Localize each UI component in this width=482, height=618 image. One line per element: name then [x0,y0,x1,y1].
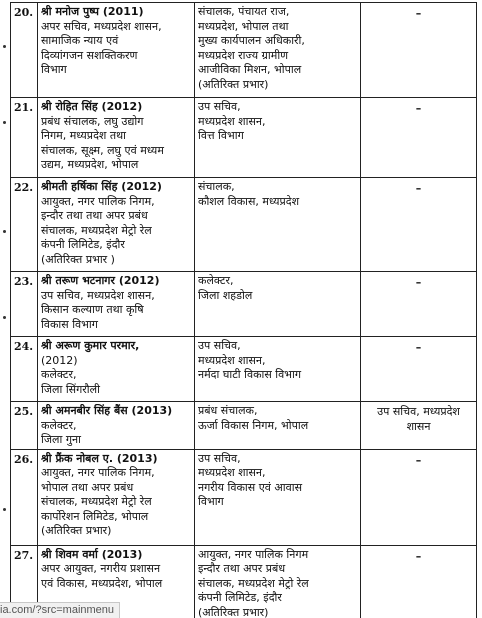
cell-line: संचालक, सूक्ष्म, लघु एवं मध्यम [41,143,164,157]
cell-line: विकास विभाग [41,317,98,331]
cell-line: दिव्यांगजन सशक्तिकरण [41,48,138,62]
table-row [11,337,477,402]
cell-line: ऊर्जा विकास निगम, भोपाल [198,418,309,432]
officer-name: श्री अमनबीर सिंह बैंस (2013) [41,404,173,417]
officer-name: श्री रोहित सिंह (2012) [41,100,143,113]
cell-line: (अतिरिक्त प्रभार) [198,605,269,618]
table-row [11,402,477,450]
dash-placeholder: – [415,276,422,289]
new-posting-cell [195,98,361,178]
table-row [11,272,477,337]
serial-number: 20. [11,3,38,98]
cell-line: अपर आयुक्त, नगरीय प्रशासन [41,562,161,575]
additional-charge-cell [361,337,477,402]
dash-placeholder: – [415,182,422,195]
margin-dot [3,230,6,233]
cell-line: नगरीय विकास एवं आवास [198,480,303,494]
new-posting-cell [195,3,361,98]
cell-line: अपर सचिव, मध्यप्रदेश शासन, [41,19,162,33]
table-row [11,3,477,98]
cell-line: आजीविका मिशन, भोपाल [198,63,302,76]
cell-line: जिला गुना [41,433,81,446]
current-posting-cell [38,178,195,272]
dash-placeholder: – [415,453,422,467]
dash-placeholder: – [415,341,422,354]
cell-line: उप सचिव, [198,451,241,465]
current-posting-cell [38,449,195,545]
additional-charge-cell [361,3,477,98]
serial-number: 23. [11,272,38,337]
new-posting-cell [195,449,361,545]
new-posting-cell [195,178,361,272]
cell-line: भोपाल तथा अपर प्रबंध [41,480,134,494]
serial-number: 24. [11,337,38,402]
cell-line: संचालक, मध्यप्रदेश मेट्रो रेल [41,495,152,508]
serial-number: 21. [11,98,38,178]
cell-line: जिला शहडोल [198,288,253,302]
new-posting-cell [195,272,361,337]
cell-line: निगम, मध्यप्रदेश तथा [41,129,127,142]
officer-name: श्री तरूण भटनागर (2012) [41,274,160,287]
cell-line: सामाजिक न्याय एवं [41,34,119,47]
serial-number: 25. [11,402,38,450]
table-row [11,449,477,545]
cell-line: मध्यप्रदेश, भोपाल तथा [198,19,289,33]
cell-line: इन्दौर तथा तथा अपर प्रबंध [41,209,148,222]
cell-line: कौशल विकास, मध्यप्रदेश [198,194,300,208]
cell-line: उप सचिव, मध्यप्रदेश शासन, [41,288,155,302]
margin-dot [3,508,6,511]
cell-line: संचालक, मध्यप्रदेश मेट्रो रेल [41,223,152,237]
officer-transfer-table [10,2,477,618]
cell-line: प्रबंध संचालक, लघु उद्योग [41,114,144,128]
cell-line: कलेक्टर, [198,274,234,287]
dash-placeholder: – [415,7,422,20]
margin-dot [3,45,6,48]
margin-dot [3,316,6,319]
cell-line: नर्मदा घाटी विकास विभाग [198,368,302,381]
cell-line: इन्दौर तथा अपर प्रबंध [198,562,286,575]
current-posting-cell [38,272,195,337]
cell-line: मध्यप्रदेश शासन, [198,466,266,479]
cell-line: कार्पोरेशन लिमिटेड, भोपाल [41,509,149,523]
additional-charge-cell [361,178,477,272]
serial-number: 27. [11,545,38,618]
dash-placeholder: – [415,549,422,563]
current-posting-cell [38,402,195,450]
additional-charge-cell [361,449,477,545]
cell-line: मध्यप्रदेश राज्य ग्रामीण [198,48,289,62]
current-posting-cell [38,98,195,178]
margin-dot [3,121,6,124]
cell-line: (2012) [41,353,78,367]
officer-name: श्री मनोज पुष्प (2011) [41,5,144,18]
cell-line: आयुक्त, नगर पालिक निगम, [41,194,155,208]
additional-charge-text: उप सचिव, मध्यप्रदेश शासन [377,405,460,433]
cell-line: प्रबंध संचालक, [198,404,258,417]
cell-line: एवं विकास, मध्यप्रदेश, भोपाल [41,576,163,590]
officer-name: श्री शिवम वर्मा (2013) [41,547,143,561]
current-posting-cell [38,337,195,402]
cell-line: (अतिरिक्त प्रभार) [41,524,112,537]
cell-line: उप सचिव, [198,100,241,113]
cell-line: उद्यम, मध्यप्रदेश, भोपाल [41,158,139,171]
additional-charge-cell [361,402,477,450]
cell-line: वित्त विभाग [198,129,244,142]
cell-line: (अतिरिक्त प्रभार ) [41,252,115,266]
cell-line: कलेक्टर, [41,368,77,381]
new-posting-cell [195,545,361,618]
cell-line: किसान कल्याण तथा कृषि [41,303,144,316]
cell-line: आयुक्त, नगर पालिक निगम [198,547,309,561]
table-row [11,98,477,178]
serial-number: 26. [11,449,38,545]
officer-name: श्री फ्रैंक नोबल ए. (2013) [41,451,158,465]
cell-line: कंपनी लिमिटेड, इंदौर [198,591,282,604]
cell-line: कलेक्टर, [41,418,77,432]
current-posting-cell [38,3,195,98]
serial-number: 22. [11,178,38,272]
status-bar-url [0,602,120,618]
cell-line: कंपनी लिमिटेड, इंदौर [41,238,125,251]
additional-charge-cell [361,98,477,178]
cell-line: मध्यप्रदेश शासन, [198,353,266,367]
new-posting-cell [195,402,361,450]
status-url-text: ia.com/?src=mainmenu [0,604,115,616]
additional-charge-cell [361,545,477,618]
cell-line: मुख्य कार्यपालन अधिकारी, [198,34,305,47]
officer-name: श्री अरूण कुमार परमार, [41,339,140,352]
cell-line: आयुक्त, नगर पालिक निगम, [41,466,155,479]
cell-line: (अतिरिक्त प्रभार) [198,77,269,91]
additional-charge-cell [361,272,477,337]
cell-line: संचालक, पंचायत राज, [198,5,290,18]
cell-line: मध्यप्रदेश शासन, [198,114,266,128]
table-row [11,178,477,272]
cell-line: उप सचिव, [198,339,241,352]
cell-line: विभाग [198,495,224,508]
officer-name: श्रीमती हर्षिका सिंह (2012) [41,180,162,193]
cell-line: जिला सिंगरौली [41,382,100,396]
cell-line: विभाग [41,63,67,76]
new-posting-cell [195,337,361,402]
cell-line: संचालक, [198,180,235,193]
cell-line: संचालक, मध्यप्रदेश मेट्रो रेल [198,576,309,590]
dash-placeholder: – [415,102,422,115]
